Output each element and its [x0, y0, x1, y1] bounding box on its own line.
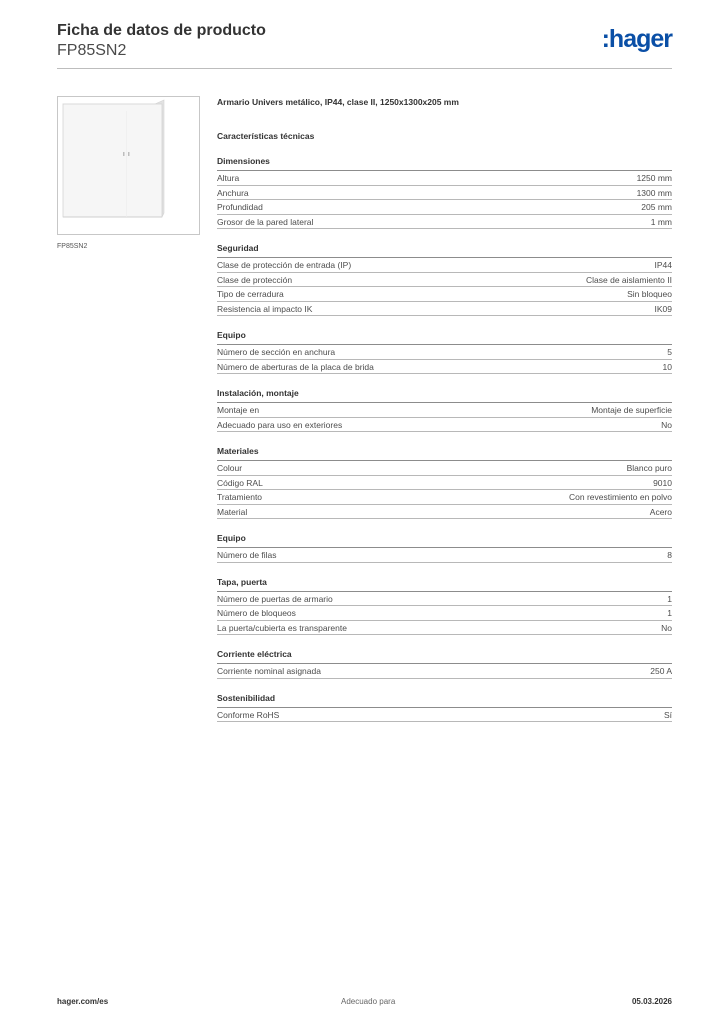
spec-row: [217, 302, 672, 317]
spec-row: [217, 461, 672, 476]
spec-value: No: [661, 419, 672, 430]
section-title: Sostenibilidad: [217, 693, 672, 708]
spec-section: [217, 577, 672, 636]
spec-value: 1 mm: [650, 216, 672, 227]
spec-label: Corriente nominal asignada: [217, 666, 321, 677]
spec-label: Número de puertas de armario: [217, 593, 333, 604]
spec-section: [217, 533, 672, 563]
spec-row: [217, 273, 672, 288]
spec-row: [217, 360, 672, 375]
spec-value: 1250 mm: [636, 173, 672, 184]
spec-row: [217, 171, 672, 186]
section-title: Seguridad: [217, 243, 672, 258]
spec-row: [217, 548, 672, 563]
section-title: Tapa, puerta: [217, 577, 672, 592]
spec-label: Código RAL: [217, 477, 263, 488]
spec-label: Número de bloqueos: [217, 608, 296, 619]
spec-label: Altura: [217, 173, 240, 184]
spec-sections: [217, 156, 672, 722]
spec-value: 10: [662, 361, 672, 372]
spec-value: Sin bloqueo: [627, 289, 672, 300]
spec-section: [217, 330, 672, 374]
spec-value: No: [661, 622, 672, 633]
spec-label: Colour: [217, 463, 243, 474]
spec-content: [217, 96, 672, 722]
header-divider: [57, 68, 672, 69]
spec-label: Tipo de cerradura: [217, 289, 284, 300]
spec-row: [217, 215, 672, 230]
spec-section: [217, 693, 672, 723]
spec-value: 8: [667, 550, 672, 561]
spec-label: La puerta/cubierta es transparente: [217, 622, 347, 633]
spec-label: Anchura: [217, 187, 249, 198]
section-title: Corriente eléctrica: [217, 649, 672, 664]
spec-row: [217, 621, 672, 636]
section-title: Equipo: [217, 533, 672, 548]
section-title: Dimensiones: [217, 156, 672, 171]
spec-label: Conforme RoHS: [217, 709, 280, 720]
spec-row: [217, 258, 672, 273]
spec-value: Acero: [649, 506, 672, 517]
spec-section: [217, 156, 672, 229]
section-title: Materiales: [217, 446, 672, 461]
spec-row: [217, 403, 672, 418]
spec-value: 1: [667, 593, 672, 604]
spec-section: [217, 388, 672, 432]
spec-row: [217, 200, 672, 215]
spec-row: [217, 592, 672, 607]
spec-label: Número de filas: [217, 550, 277, 561]
spec-label: Material: [217, 506, 248, 517]
footer-website: hager.com/es: [57, 997, 109, 1006]
spec-value: 5: [667, 347, 672, 358]
hager-logo: :hager: [601, 25, 672, 53]
spec-row: [217, 418, 672, 433]
spec-row: [217, 287, 672, 302]
product-code: FP85SN2: [57, 42, 127, 59]
footer-suitable-for: Adecuado para: [341, 997, 396, 1006]
spec-value: IK09: [654, 303, 672, 314]
spec-label: Número de sección en anchura: [217, 347, 336, 358]
spec-label: Adecuado para uso en exteriores: [217, 419, 343, 430]
page-header: [57, 20, 672, 70]
spec-row: [217, 345, 672, 360]
spec-value: 250 A: [650, 666, 672, 677]
spec-value: Sí: [663, 709, 672, 720]
spec-row: [217, 505, 672, 520]
spec-value: Blanco puro: [626, 463, 672, 474]
spec-label: Profundidad: [217, 202, 263, 213]
spec-label: Tratamiento: [217, 492, 263, 503]
cabinet-illustration: [58, 97, 199, 234]
spec-value: 205 mm: [641, 202, 672, 213]
footer-date: 05.03.2026: [631, 997, 672, 1006]
product-description: Armario Univers metálico, IP44, clase II, 1250x1300x205 mm: [217, 97, 459, 107]
spec-section: [217, 649, 672, 679]
image-caption: FP85SN2: [57, 243, 88, 250]
spec-row: [217, 606, 672, 621]
spec-label: Montaje en: [217, 405, 260, 416]
spec-row: [217, 186, 672, 201]
spec-value: IP44: [654, 260, 672, 271]
spec-row: [217, 490, 672, 505]
section-title: Instalación, montaje: [217, 388, 672, 403]
spec-value: Con revestimiento en polvo: [568, 492, 672, 503]
spec-row: [217, 708, 672, 723]
spec-value: 1: [667, 608, 672, 619]
spec-label: Grosor de la pared lateral: [217, 216, 314, 227]
spec-label: Resistencia al impacto IK: [217, 303, 313, 314]
page-title: Ficha de datos de producto: [57, 22, 266, 39]
spec-value: Montaje de superficie: [591, 405, 672, 416]
spec-section: [217, 446, 672, 519]
section-title: Equipo: [217, 330, 672, 345]
spec-row: [217, 664, 672, 679]
spec-value: 1300 mm: [636, 187, 672, 198]
spec-value: Clase de aislamiento II: [586, 274, 672, 285]
spec-value: 9010: [653, 477, 672, 488]
spec-row: [217, 476, 672, 491]
product-image: [57, 96, 200, 235]
technical-characteristics-title: Características técnicas: [217, 131, 315, 141]
spec-section: [217, 243, 672, 316]
spec-label: Clase de protección: [217, 274, 293, 285]
spec-label: Número de aberturas de la placa de brida: [217, 361, 374, 372]
spec-label: Clase de protección de entrada (IP): [217, 260, 352, 271]
